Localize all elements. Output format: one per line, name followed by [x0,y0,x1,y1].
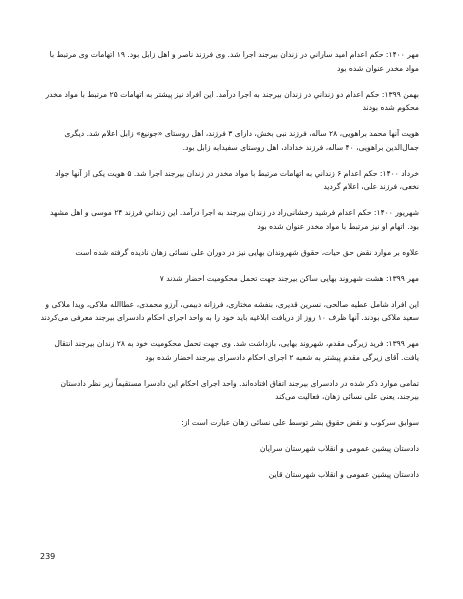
paragraph-names-list: این افراد شامل عطیه صالحی، نسرین قدیری، بنفشه مختاری، فرزانه دبیمی، آرزو محمدی، عطاالله ملاکی، ویدا ملاکی و سعید ملاکی بودند. آنها ظرف ۱۰ روز از دریافت ابلاغیه باید خود را به واحد اجرای احکام دادسرای بیرجند معرفی می‌کردند [40,299,419,322]
paragraph-omid-sarani: مهر ۱۴۰۰: حکم اعدام امید ساراني در زندان بیرجند اجرا شد. وی فرزند ناصر و اهل زابل بود. ۱۹ اتهامات وی مرتبط با مواد مخدر عنوان شده بود [49,50,419,73]
paragraph-prosecutor-office: تمامی موارد ذکر شده در دادسرای بیرجند اتفاق افتاده‌اند. واحد اجرای احکام این دادسرا مستقیماً زیر نظر دادستان بیرجند، یعنی علی نسائی زهان، فعالیت می‌کند [60,378,419,401]
paragraph-six-prisoners: خرداد ۱۴۰۰: حکم اعدام ۶ زنداني به اتهامات مرتبط با مواد مخدر در زندان بیرجند اجرا شد. ۵ هویت یکی از آنها جواد نخعی، فرزند علی، اعلام گردید [55,168,419,191]
paragraph-role-qaen: دادستان پیشین عمومی و انقلاب شهرستان قاین [268,470,419,479]
paragraph-farshid-rakhshani: شهریور ۱۴۰۰: حکم اعدام فرشید رخشانی‌راد در زندان بیرجند به اجرا درآمد. این زنداني فرزند ۲۴ موسی و اهل مشهد بود. اتهام او نیز مرتبط با مواد مخدر عنوان شده بود [49,208,419,231]
paragraph-eight-bahais: مهر ۱۳۹۹: هشت شهروند بهایی ساکن بیرجند جهت تحمل محکومیت احضار شدند ۷ [159,273,419,283]
paragraph-record-intro: سوابق سرکوب و نقض حقوق بشر توسط علی نسائی زهان عبارت است از: [181,418,419,427]
paragraph-role-sarayan: دادستان پیشین عمومی و انقلاب شهرستان سرایان [259,444,419,453]
paragraph-two-prisoners: بهمن ۱۳۹۹: حکم اعدام دو زنداني در زندان بیرجند به اجرا درآمد. این افراد نیز پیشتر به اتهامات ۲۵ مرتبط با مواد مخدر محکوم شده بودند [45,89,419,112]
page-number: 239 [40,552,56,561]
paragraph-identities: هویت آنها محمد براهویی، ۲۸ ساله، فرزند نبی بخش، دارای ۳ فرزند، اهل روستای «جونیغ» زابل اعلام شد. دیگری جمال‌الدین براهویی، ۴۰ ساله، فرزند خداداد، اهل روستای سفیدابه زابل بود. [64,129,419,152]
paragraph-farid-zirgi: مهر ۱۳۹۹: فرید زیرگی مقدم، شهروند بهایی، بازداشت شد. وی جهت تحمل محکومیت خود به ۲۸ زندان بیرجند انتقال یافت. آقای زیرگی مقدم پیشتر به شعبه ۲ اجرای احکام دادسرای بیرجند احضار شده بود [54,339,419,362]
paragraph-bahai-rights: علاوه بر موارد نقض حق حیات، حقوق شهروندان بهایی نیز در دوران علی نسائی زهان نادیده گرفته شده است [75,247,419,257]
